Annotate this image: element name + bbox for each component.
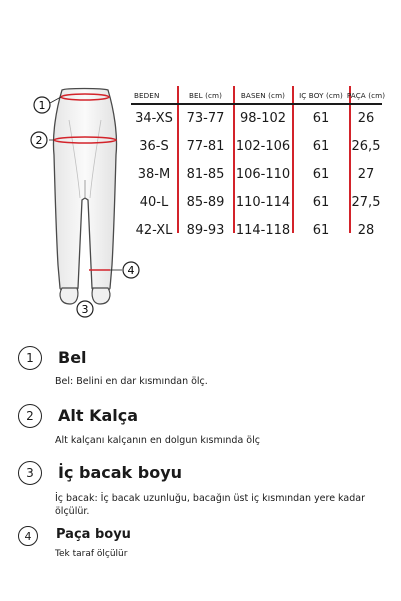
legend-description: Tek taraf ölçülür bbox=[55, 549, 128, 559]
marker-3 bbox=[77, 301, 93, 317]
table-cell: 40-L bbox=[139, 194, 169, 210]
legend-title: İç bacak boyu bbox=[58, 463, 183, 482]
table-cell: 28 bbox=[357, 222, 375, 238]
header-cell: BEL (cm) bbox=[188, 90, 223, 100]
table-cell: 85-89 bbox=[186, 194, 225, 210]
legend-description: Alt kalçanı kalçanın en dolgun kısmında ölç bbox=[55, 435, 260, 446]
legend-description: Bel: Belini en dar kısmından ölç. bbox=[55, 376, 208, 387]
legend-number-circle: 1 bbox=[18, 346, 42, 370]
table-row bbox=[131, 188, 382, 216]
svg-text:3: 3 bbox=[81, 303, 89, 316]
leggings-illustration bbox=[22, 80, 142, 320]
legend-title: Paça boyu bbox=[56, 527, 131, 542]
table-row bbox=[131, 160, 382, 188]
legend-number-circle: 4 bbox=[18, 526, 38, 546]
table-cell: 61 bbox=[312, 138, 330, 154]
table-cell: 34-XS bbox=[135, 110, 173, 126]
table-header-row bbox=[131, 86, 386, 104]
table-cell: 114-118 bbox=[235, 222, 291, 238]
table-cell: 36-S bbox=[139, 138, 169, 154]
table-cell: 26 bbox=[357, 110, 375, 126]
legend-number-circle: 2 bbox=[18, 404, 42, 428]
table-cell: 110-114 bbox=[235, 194, 291, 210]
table-cell: 61 bbox=[312, 222, 330, 238]
table-row bbox=[131, 132, 382, 160]
table-cell: 27,5 bbox=[351, 194, 381, 210]
table-row bbox=[131, 216, 382, 244]
table-cell: 42-XL bbox=[135, 222, 173, 238]
svg-text:2: 2 bbox=[35, 134, 43, 147]
marker-4 bbox=[123, 262, 139, 278]
table-cell: 98-102 bbox=[239, 110, 287, 126]
svg-text:4: 4 bbox=[127, 264, 135, 277]
legend-title: Bel bbox=[58, 348, 87, 367]
table-cell: 89-93 bbox=[186, 222, 225, 238]
table-row bbox=[131, 104, 382, 132]
table-cell: 77-81 bbox=[186, 138, 225, 154]
header-cell: IÇ BOY (cm) bbox=[299, 90, 343, 100]
table-cell: 81-85 bbox=[186, 166, 225, 182]
header-cell: BEDEN bbox=[134, 90, 160, 100]
svg-text:1: 1 bbox=[38, 99, 46, 112]
table-cell: 102-106 bbox=[235, 138, 291, 154]
table-cell: 106-110 bbox=[235, 166, 291, 182]
table-cell: 61 bbox=[312, 110, 330, 126]
table-cell: 26,5 bbox=[351, 138, 381, 154]
table-cell: 38-M bbox=[137, 166, 171, 182]
legend-title: Alt Kalça bbox=[58, 406, 139, 425]
header-cell: PAÇA (cm) bbox=[346, 90, 386, 100]
table-cell: 27 bbox=[357, 166, 375, 182]
table-cell: 61 bbox=[312, 194, 330, 210]
size-table bbox=[131, 86, 386, 244]
marker-1 bbox=[34, 97, 50, 113]
legend-number-circle: 3 bbox=[18, 461, 42, 485]
marker-2 bbox=[31, 132, 47, 148]
table-cell: 73-77 bbox=[186, 110, 225, 126]
table-cell: 61 bbox=[312, 166, 330, 182]
header-cell: BASEN (cm) bbox=[240, 90, 286, 100]
legend-description: İç bacak: İç bacak uzunluğu, bacağın üst iç kısmından yere kadar ölçülür. bbox=[55, 493, 365, 517]
leggings-figure bbox=[22, 80, 142, 320]
